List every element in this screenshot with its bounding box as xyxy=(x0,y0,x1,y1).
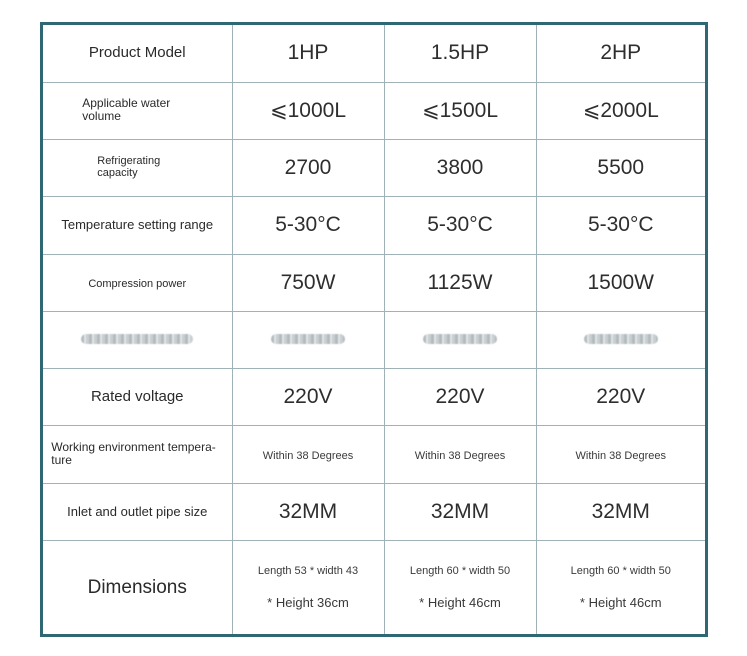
table-cell: Within 38 Degrees xyxy=(384,426,536,483)
table-row xyxy=(43,426,705,483)
table-cell: 5-30°C xyxy=(384,197,536,254)
row-label: Dimensions xyxy=(43,541,232,634)
table-header-row xyxy=(43,25,705,82)
table-row xyxy=(43,483,705,540)
blurred-cell xyxy=(232,311,384,368)
table-cell: 220V xyxy=(232,369,384,426)
product-model-label: Product Model xyxy=(88,44,186,62)
table-cell: 220V xyxy=(536,369,705,426)
table-cell: ⩽1500L xyxy=(384,82,536,139)
dimensions-row xyxy=(43,541,705,634)
row-label: Applicable water volume xyxy=(43,82,232,139)
table-cell: 220V xyxy=(384,369,536,426)
table-cell: 5-30°C xyxy=(536,197,705,254)
table-cell: Length 53 * width 43 * Height 36cm xyxy=(232,541,384,634)
row-label: Rated voltage xyxy=(43,369,232,426)
table-cell: 3800 xyxy=(384,140,536,197)
row-label: Inlet and outlet pipe size xyxy=(43,483,232,540)
spec-table xyxy=(43,25,705,634)
blurred-label xyxy=(43,311,232,368)
row-label: Compression power xyxy=(43,254,232,311)
table-row xyxy=(43,140,705,197)
table-cell: 1125W xyxy=(384,254,536,311)
table-cell: Length 60 * width 50 * Height 46cm xyxy=(536,541,705,634)
table-cell: 2700 xyxy=(232,140,384,197)
illegible-text xyxy=(423,334,497,344)
blurred-row xyxy=(43,311,705,368)
table-cell: 5500 xyxy=(536,140,705,197)
table-cell: 750W xyxy=(232,254,384,311)
table-cell: 1500W xyxy=(536,254,705,311)
model-cell: 1.5HP xyxy=(384,25,536,82)
table-cell: ⩽1000L xyxy=(232,82,384,139)
model-cell: 2HP xyxy=(536,25,705,82)
table-cell: 32MM xyxy=(384,483,536,540)
blurred-cell xyxy=(536,311,705,368)
table-row xyxy=(43,369,705,426)
illegible-text xyxy=(271,334,345,344)
model-cell: 1HP xyxy=(232,25,384,82)
table-row xyxy=(43,254,705,311)
table-cell: Within 38 Degrees xyxy=(536,426,705,483)
table-row xyxy=(43,197,705,254)
table-cell: 32MM xyxy=(232,483,384,540)
spec-table-frame xyxy=(40,22,708,637)
blurred-cell xyxy=(384,311,536,368)
table-cell: Within 38 Degrees xyxy=(232,426,384,483)
row-label: Temperature setting range xyxy=(43,197,232,254)
table-cell: ⩽2000L xyxy=(536,82,705,139)
table-row xyxy=(43,82,705,139)
row-label: Working environment tempera-ture xyxy=(43,426,232,483)
row-label xyxy=(43,25,232,82)
table-cell: 5-30°C xyxy=(232,197,384,254)
illegible-text xyxy=(81,334,193,344)
table-cell: 32MM xyxy=(536,483,705,540)
row-label: Refrigerating capacity xyxy=(43,140,232,197)
table-cell: Length 60 * width 50 * Height 46cm xyxy=(384,541,536,634)
illegible-text xyxy=(584,334,658,344)
